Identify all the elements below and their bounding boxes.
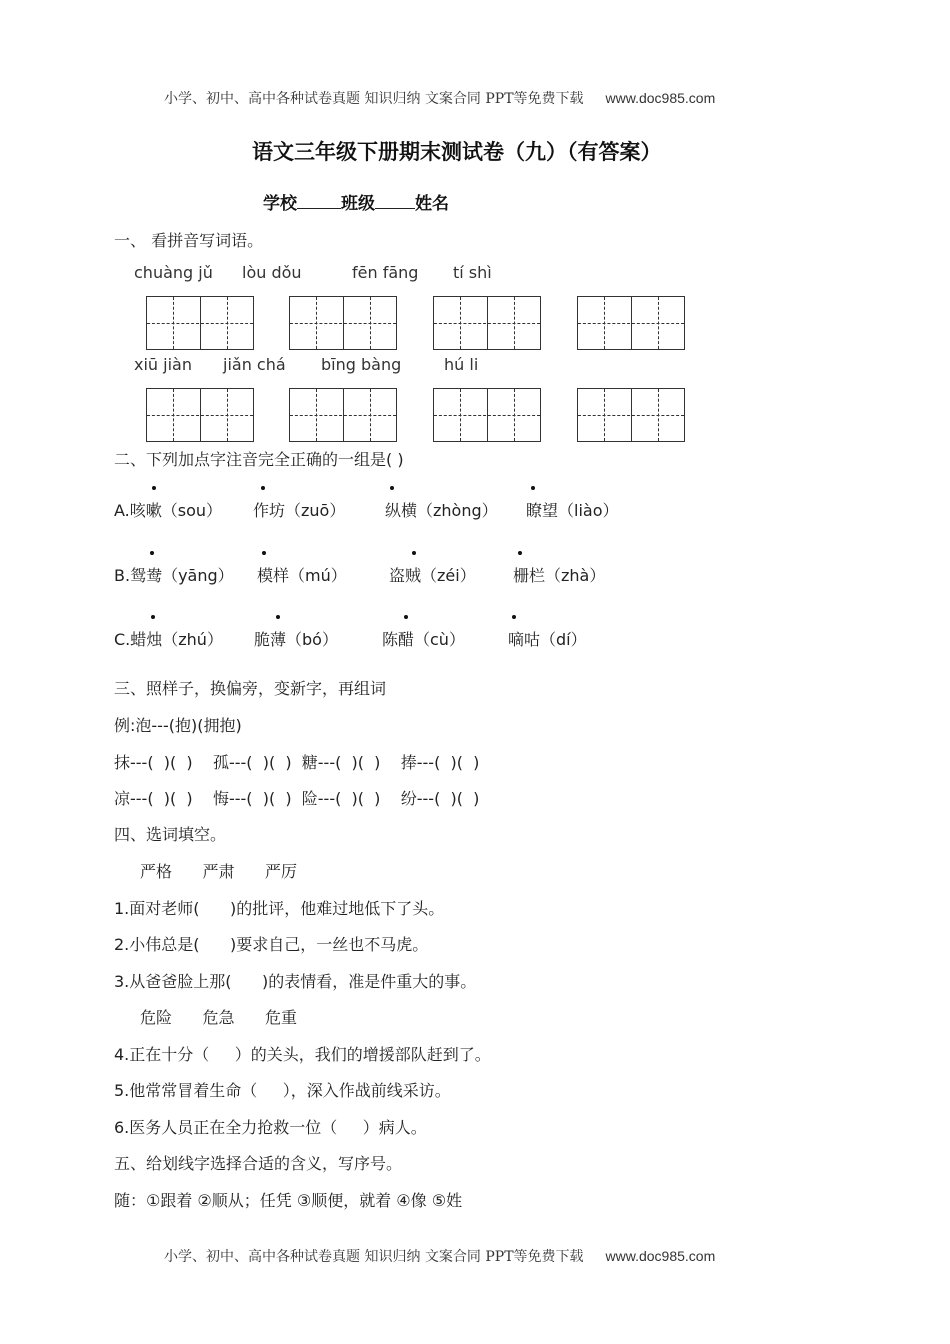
pinyin-3: fēn fāng (352, 263, 419, 282)
question-1: 1.面对老师( )的批评，他难过地低下了头。 (114, 899, 445, 918)
header-url[interactable]: www.doc985.com (605, 90, 716, 106)
pinyin-7: bīng bàng (321, 355, 402, 374)
section3-line-2: 凉---( )( ) 悔---( )( ) 险---( )( ) 纷---( )( ) (114, 789, 480, 808)
section4-heading: 四、选词填空。 (114, 825, 227, 844)
writing-grid[interactable] (289, 388, 397, 442)
emphasis-dot (261, 486, 265, 490)
emphasis-dot (150, 551, 154, 555)
option-a-2: 作坊（zuō） (253, 501, 346, 520)
question-3: 3.从爸爸脸上那( )的表情看，准是件重大的事。 (114, 972, 477, 991)
writing-grid[interactable] (577, 388, 685, 442)
question-6: 6.医务人员正在全力抢救一位（ ）病人。 (114, 1118, 427, 1137)
option-b-4: 栅栏（zhà） (513, 566, 606, 585)
option-c-1: C.蜡烛（zhú） (114, 630, 223, 649)
footer-url[interactable]: www.doc985.com (605, 1248, 716, 1264)
word-choices-1: 严格 严肃 严厉 (140, 862, 298, 881)
student-info (263, 189, 449, 214)
emphasis-dot (412, 551, 416, 555)
section2-heading: 二、下列加点字注音完全正确的一组是( ) (114, 450, 404, 469)
writing-grid[interactable] (289, 296, 397, 350)
emphasis-dot (404, 615, 408, 619)
writing-grid[interactable] (146, 388, 254, 442)
option-b-3: 盗贼（zéi） (389, 566, 476, 585)
pinyin-4: tí shì (453, 263, 492, 282)
writing-grid[interactable] (433, 388, 541, 442)
footer-text: 小学、初中、高中各种试卷真题 知识归纳 文案合同 PPT等免费下载 (164, 1249, 584, 1265)
question-2: 2.小伟总是( )要求自己，一丝也不马虎。 (114, 935, 429, 954)
section1-heading: 一、 看拼音写词语。 (114, 231, 264, 250)
writing-grid[interactable] (433, 296, 541, 350)
school-label: 学校 (263, 194, 297, 214)
emphasis-dot (262, 551, 266, 555)
section3-heading: 三、照样子，换偏旁，变新字，再组词 (114, 679, 387, 698)
option-c-3: 陈醋（cù） (382, 630, 465, 649)
emphasis-dot (518, 551, 522, 555)
emphasis-dot (152, 486, 156, 490)
section3-line-1: 抹---( )( ) 孤---( )( ) 糖---( )( ) 捧---( )( ) (114, 753, 480, 772)
option-a-1: A.咳嗽（sou） (114, 501, 223, 520)
pinyin-8: hú li (444, 355, 479, 374)
option-c-2: 脆薄（bó） (254, 630, 338, 649)
pinyin-1: chuàng jǔ (134, 263, 213, 282)
emphasis-dot (531, 486, 535, 490)
class-blank[interactable] (375, 208, 415, 209)
header-text: 小学、初中、高中各种试卷真题 知识归纳 文案合同 PPT等免费下载 (164, 91, 584, 107)
name-label: 姓名 (415, 194, 449, 214)
sui-meanings: 随：①跟着 ②顺从；任凭 ③顺便，就着 ④像 ⑤姓 (114, 1191, 463, 1210)
school-blank[interactable] (297, 208, 341, 209)
page-title: 语文三年级下册期末测试卷（九）（有答案） (252, 140, 662, 164)
question-4: 4.正在十分（ ）的关头，我们的增援部队赶到了。 (114, 1045, 491, 1064)
option-b-1: B.鸳鸯（yāng） (114, 566, 234, 585)
option-a-4: 瞭望（liào） (526, 501, 619, 520)
pinyin-5: xiū jiàn (134, 355, 192, 374)
section5-heading: 五、给划线字选择合适的含义，写序号。 (114, 1154, 403, 1173)
page-footer (164, 1246, 715, 1266)
pinyin-2: lòu dǒu (242, 263, 302, 282)
word-choices-2: 危险 危急 危重 (140, 1008, 298, 1027)
emphasis-dot (512, 615, 516, 619)
page-header (164, 88, 715, 108)
emphasis-dot (390, 486, 394, 490)
writing-grid[interactable] (577, 296, 685, 350)
option-a-3: 纵横（zhòng） (385, 501, 498, 520)
option-b-2: 模样（mú） (257, 566, 347, 585)
emphasis-dot (276, 615, 280, 619)
emphasis-dot (151, 615, 155, 619)
writing-grid[interactable] (146, 296, 254, 350)
class-label: 班级 (341, 194, 375, 214)
pinyin-6: jiǎn chá (223, 355, 286, 374)
question-5: 5.他常常冒着生命（ ），深入作战前线采访。 (114, 1081, 451, 1100)
option-c-4: 嘀咕（dí） (508, 630, 587, 649)
section3-example: 例:泡---(抱)(拥抱) (114, 716, 242, 735)
